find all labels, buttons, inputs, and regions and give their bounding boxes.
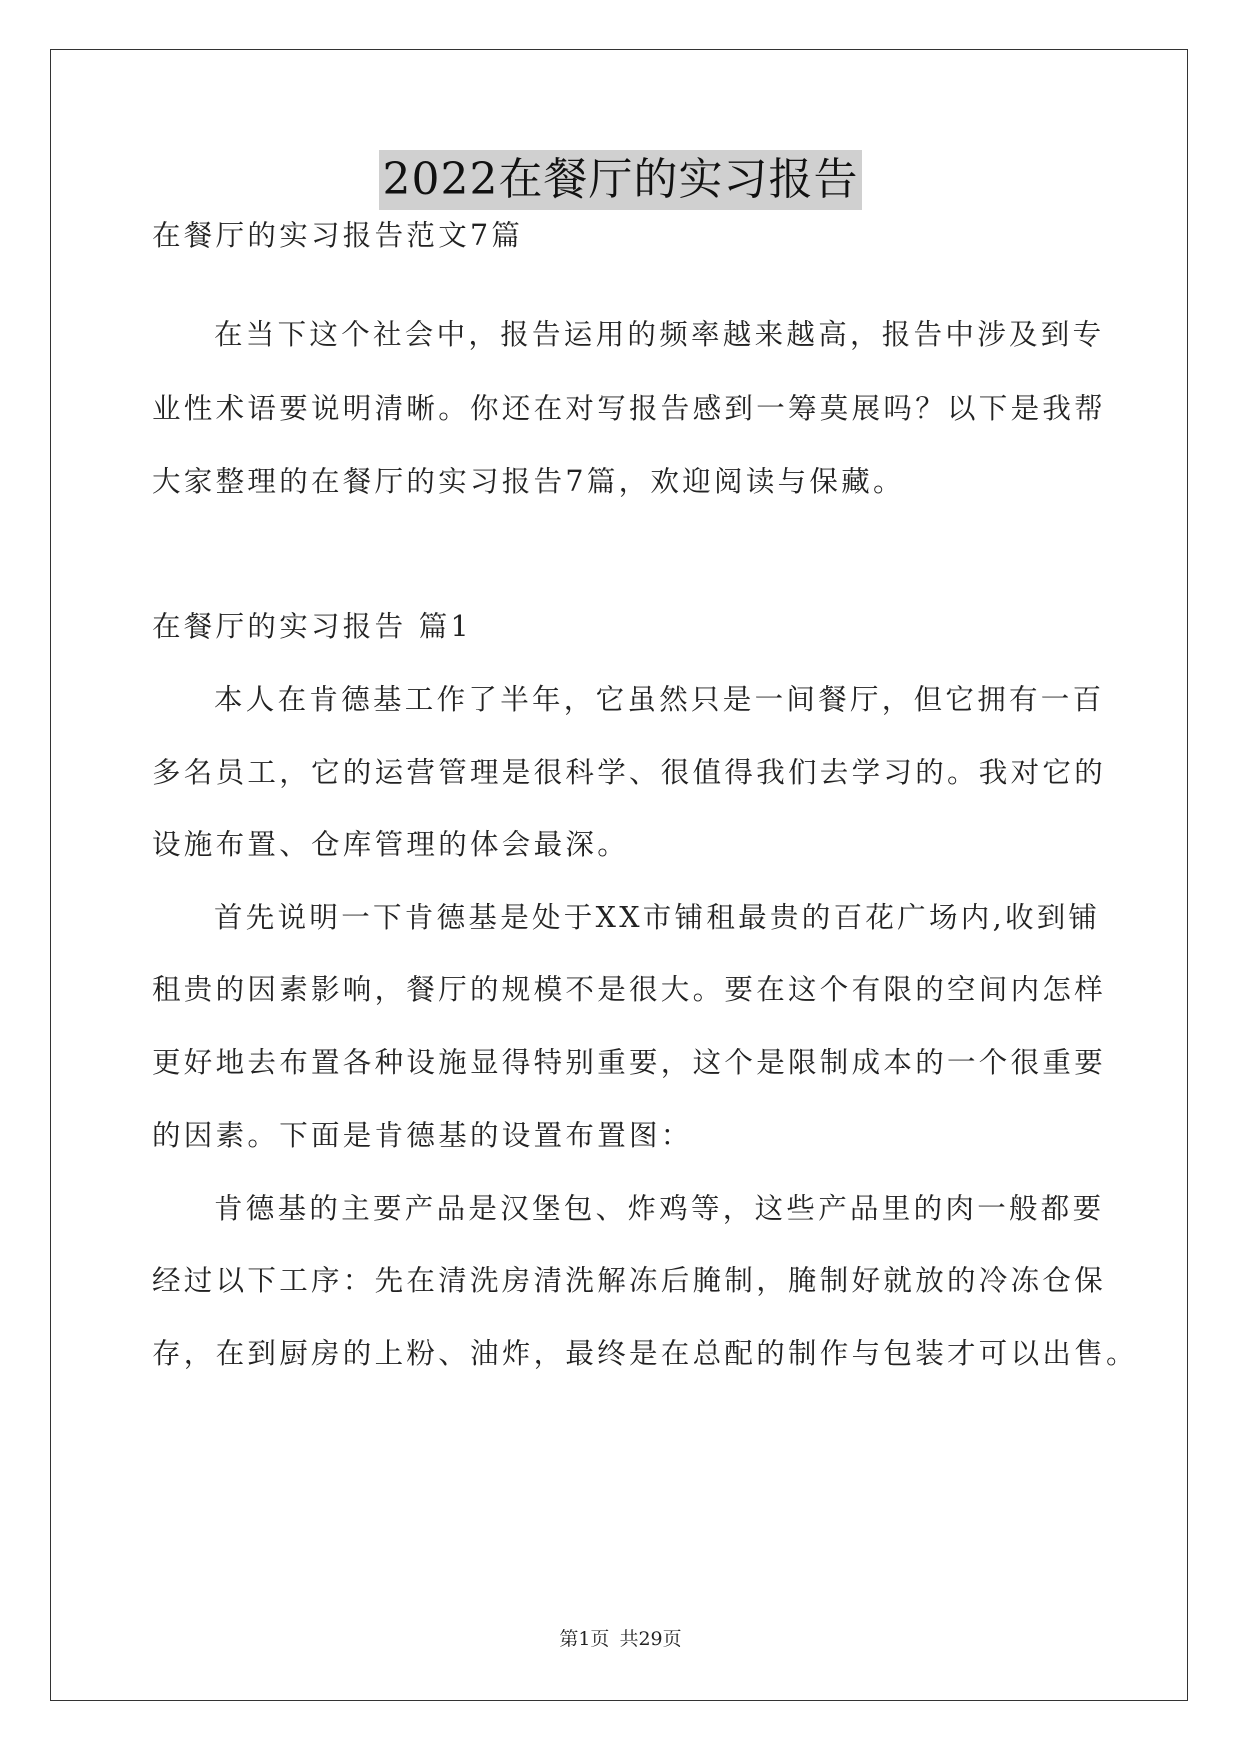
paragraph-line: 租贵的因素影响，餐厅的规模不是很大。要在这个有限的空间内怎样 [152,973,1107,1006]
paragraph-line: 本人在肯德基工作了半年，它虽然只是一间餐厅，但它拥有一百 [214,683,1105,716]
paragraph-line: 首先说明一下肯德基是处于XX市铺租最贵的百花广场内,收到铺 [214,901,1101,934]
intro-line: 大家整理的在餐厅的实习报告7篇，欢迎阅读与保藏。 [152,465,905,498]
subtitle: 在餐厅的实习报告范文7篇 [152,219,524,252]
paragraph-line: 多名员工，它的运营管理是很科学、很值得我们去学习的。我对它的 [152,756,1107,789]
paragraph-line: 存，在到厨房的上粉、油炸，最终是在总配的制作与包装才可以出售。 [152,1337,1138,1370]
page-number: 第1页 [559,1628,610,1650]
document-title: 2022在餐厅的实习报告 [379,150,863,210]
title-container [0,150,1241,210]
paragraph-line: 设施布置、仓库管理的体会最深。 [152,828,630,861]
section-heading: 在餐厅的实习报告 篇1 [152,610,472,643]
intro-line: 在当下这个社会中，报告运用的频率越来越高，报告中涉及到专 [214,318,1105,351]
paragraph-line: 更好地去布置各种设施显得特别重要，这个是限制成本的一个很重要 [152,1046,1107,1079]
intro-line: 业性术语要说明清晰。你还在对写报告感到一筹莫展吗？以下是我帮 [152,392,1107,425]
page-total: 共29页 [619,1628,682,1650]
page-footer [0,1624,1241,1651]
page-border [50,49,1188,1701]
paragraph-line: 经过以下工序：先在清洗房清洗解冻后腌制，腌制好就放的冷冻仓保 [152,1264,1107,1297]
paragraph-line: 肯德基的主要产品是汉堡包、炸鸡等，这些产品里的肉一般都要 [214,1192,1105,1225]
paragraph-line: 的因素。下面是肯德基的设置布置图： [152,1119,693,1152]
